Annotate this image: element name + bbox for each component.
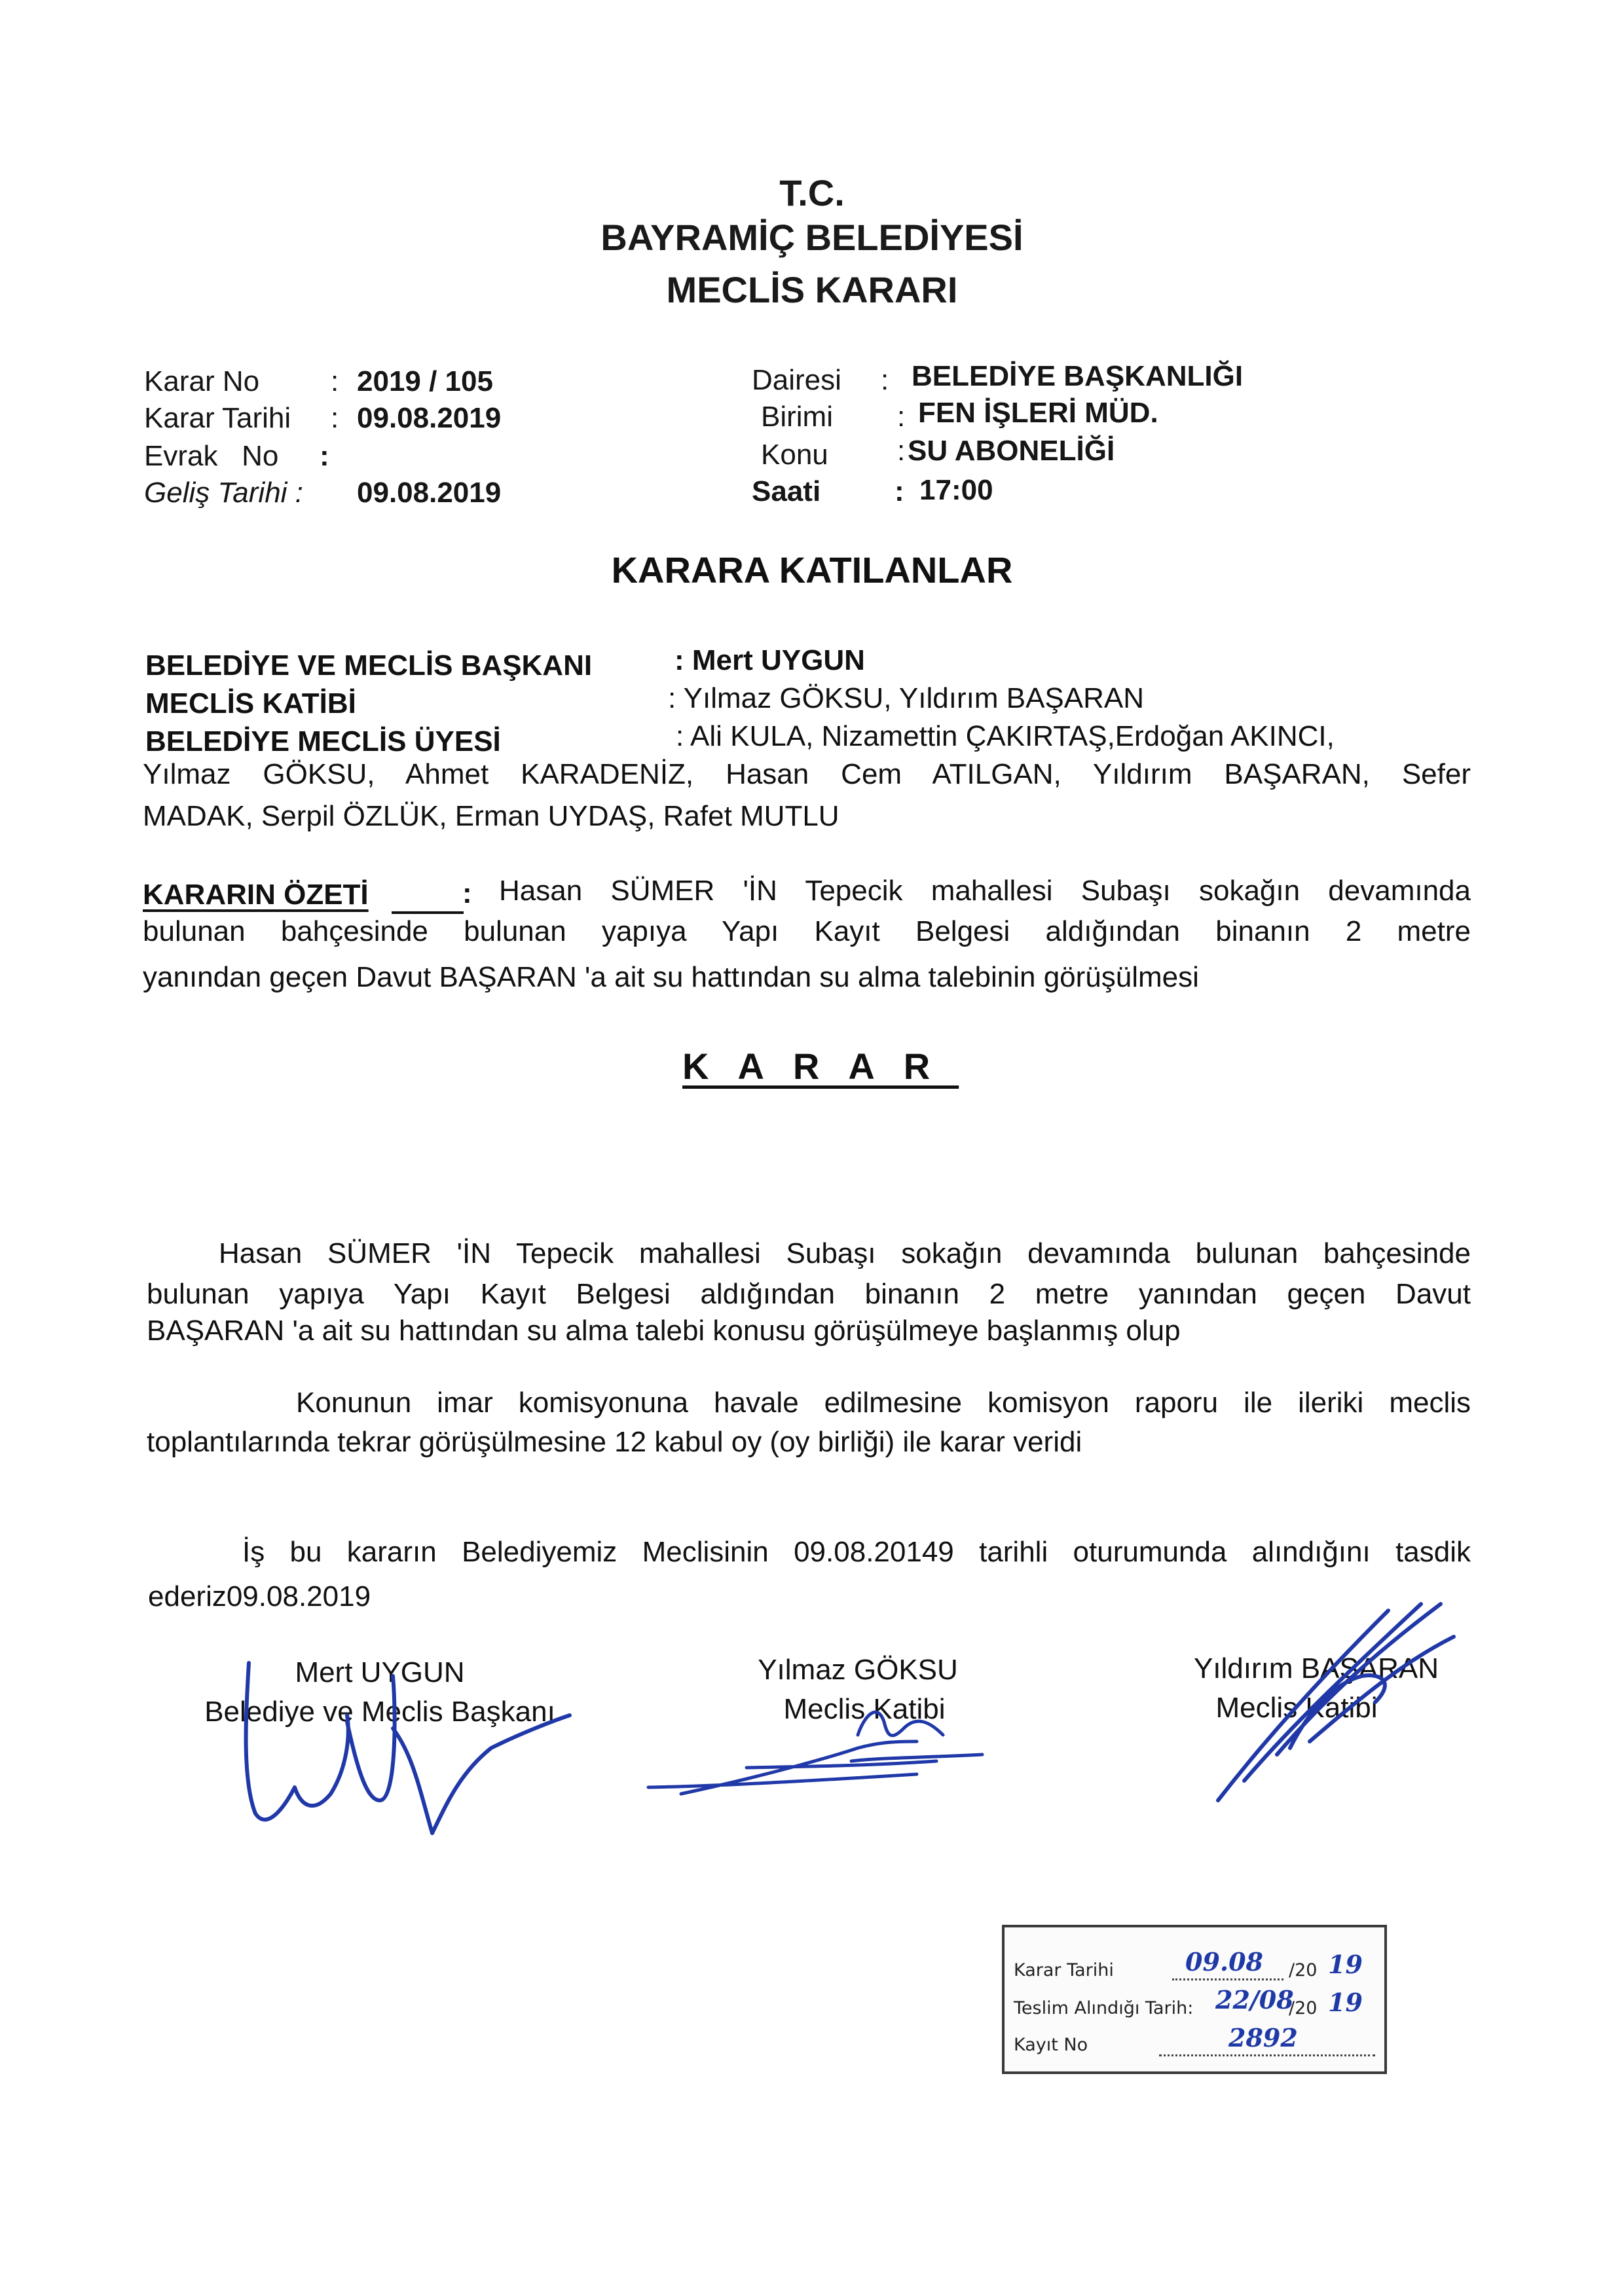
uye-line1: : Ali KULA, Nizamettin ÇAKIRTAŞ,Erdoğan AKINCI, <box>676 720 1335 752</box>
saati-value: 17:00 <box>919 474 993 506</box>
summary-colon: : <box>462 877 472 909</box>
stamp-row2-value: 22/08 <box>1215 1985 1294 2014</box>
karar-no-colon: : <box>331 365 339 397</box>
signature-1-title: Belediye ve Meclis Başkanı <box>204 1696 555 1728</box>
gelis-tarihi-value: 09.08.2019 <box>357 477 502 509</box>
signature-1-name: Mert UYGUN <box>295 1656 465 1688</box>
receipt-stamp <box>1002 1925 1387 2074</box>
signature-3-title: Meclis Katibi <box>1215 1692 1378 1724</box>
saati-colon: : <box>895 475 904 507</box>
signature-1-scribble <box>216 1637 583 1853</box>
uye-line3: MADAK, Serpil ÖZLÜK, Erman UYDAŞ, Rafet MUTLU <box>143 800 840 832</box>
stamp-row2-year-prefix: /20 <box>1289 1998 1318 2018</box>
decision-p1-line3: BAŞARAN 'a ait su hattından su alma talebi konusu görüşülmeye başlanmış olup <box>147 1315 1181 1347</box>
baskan-value: : Mert UYGUN <box>674 644 865 676</box>
stamp-row1-year: 19 <box>1328 1950 1363 1979</box>
stamp-row2-year: 19 <box>1328 1988 1363 2017</box>
participants-title: KARARA KATILANLAR <box>611 549 1013 591</box>
karar-no-value: 2019 / 105 <box>357 365 493 397</box>
karar-tarihi-colon: : <box>331 402 339 434</box>
decision-p1-line2: bulunan yapıya Yapı Kayıt Belgesi aldığından binanın 2 metre yanından geçen Davut <box>147 1278 1471 1310</box>
konu-colon: : <box>897 435 906 467</box>
signature-3-scribble <box>1205 1591 1480 1813</box>
evrak-no-colon: : <box>320 440 329 472</box>
summary-label: KARARIN ÖZETİ <box>143 879 369 911</box>
decision-p3-line2: ederiz09.08.2019 <box>148 1580 371 1613</box>
stamp-row1-label: Karar Tarihi <box>1014 1960 1114 1980</box>
birimi-value: FEN İŞLERİ MÜD. <box>918 397 1158 429</box>
stamp-row2-label: Teslim Alındığı Tarih: <box>1014 1998 1194 2018</box>
birimi-label: Birimi <box>761 401 833 433</box>
decision-p3-line1: İş bu kararın Belediyemiz Meclisinin 09.08.20149 tarihli oturumunda alındığını tasdik <box>242 1536 1471 1568</box>
katip-value: : Yılmaz GÖKSU, Yıldırım BAŞARAN <box>668 682 1145 714</box>
signature-2-name: Yılmaz GÖKSU <box>758 1654 958 1686</box>
signature-2-title: Meclis Katibi <box>783 1693 946 1725</box>
birimi-colon: : <box>897 401 906 433</box>
gelis-tarihi-label: Geliş Tarihi : <box>144 477 303 509</box>
summary-line2: bulunan bahçesinde bulunan yapıya Yapı Kayıt Belgesi aldığından binanın 2 metre <box>143 915 1471 947</box>
karar-tarihi-value: 09.08.2019 <box>357 402 502 434</box>
summary-label-underline <box>392 911 464 914</box>
header-institution: BAYRAMİÇ BELEDİYESİ <box>600 217 1024 258</box>
katip-label: MECLİS KATİBİ <box>145 687 356 720</box>
dairesi-colon: : <box>881 364 889 396</box>
evrak-no-label: Evrak No <box>144 440 279 472</box>
stamp-row3-label: Kayıt No <box>1014 2035 1088 2055</box>
karar-tarihi-label: Karar Tarihi <box>144 402 291 434</box>
konu-value: SU ABONELİĞİ <box>908 435 1115 467</box>
summary-line3: yanından geçen Davut BAŞARAN 'a ait su hattından su alma talebinin görüşülmesi <box>143 961 1199 993</box>
dairesi-label: Dairesi <box>752 364 841 396</box>
stamp-row1-year-prefix: /20 <box>1289 1960 1318 1980</box>
uye-label: BELEDİYE MECLİS ÜYESİ <box>145 725 501 757</box>
stamp-row1-value: 09.08 <box>1185 1947 1263 1977</box>
dairesi-value: BELEDİYE BAŞKANLIĞI <box>912 360 1244 392</box>
uye-line2: Yılmaz GÖKSU, Ahmet KARADENİZ, Hasan Cem ATILGAN, Yıldırım BAŞARAN, Sefer <box>143 758 1471 790</box>
signature-3-name: Yıldırım BAŞARAN <box>1193 1652 1439 1685</box>
saati-label: Saati <box>752 475 821 507</box>
decision-title: KARAR <box>682 1046 959 1087</box>
summary-line1: Hasan SÜMER 'İN Tepecik mahallesi Subaşı sokağın devamında <box>499 875 1471 907</box>
decision-p2-line2: toplantılarında tekrar görüşülmesine 12 kabul oy (oy birliği) ile karar veridi <box>147 1426 1082 1458</box>
konu-label: Konu <box>761 439 828 471</box>
header-doc-type: MECLİS KARARI <box>666 269 958 310</box>
decision-p1-line1: Hasan SÜMER 'İN Tepecik mahallesi Subaşı sokağın devamında bulunan bahçesinde <box>219 1237 1471 1269</box>
karar-no-label: Karar No <box>144 365 260 397</box>
decision-p2-line1: Konunun imar komisyonuna havale edilmesine komisyon raporu ile ileriki meclis <box>296 1387 1471 1419</box>
baskan-label: BELEDİYE VE MECLİS BAŞKANI <box>145 649 593 682</box>
stamp-row3-value: 2892 <box>1228 2023 1298 2052</box>
stamp-row3-dots <box>1159 2054 1375 2056</box>
signature-2-scribble <box>642 1696 1008 1813</box>
header-tc: T.C. <box>779 172 845 213</box>
stamp-row1-dots <box>1172 1978 1283 1980</box>
